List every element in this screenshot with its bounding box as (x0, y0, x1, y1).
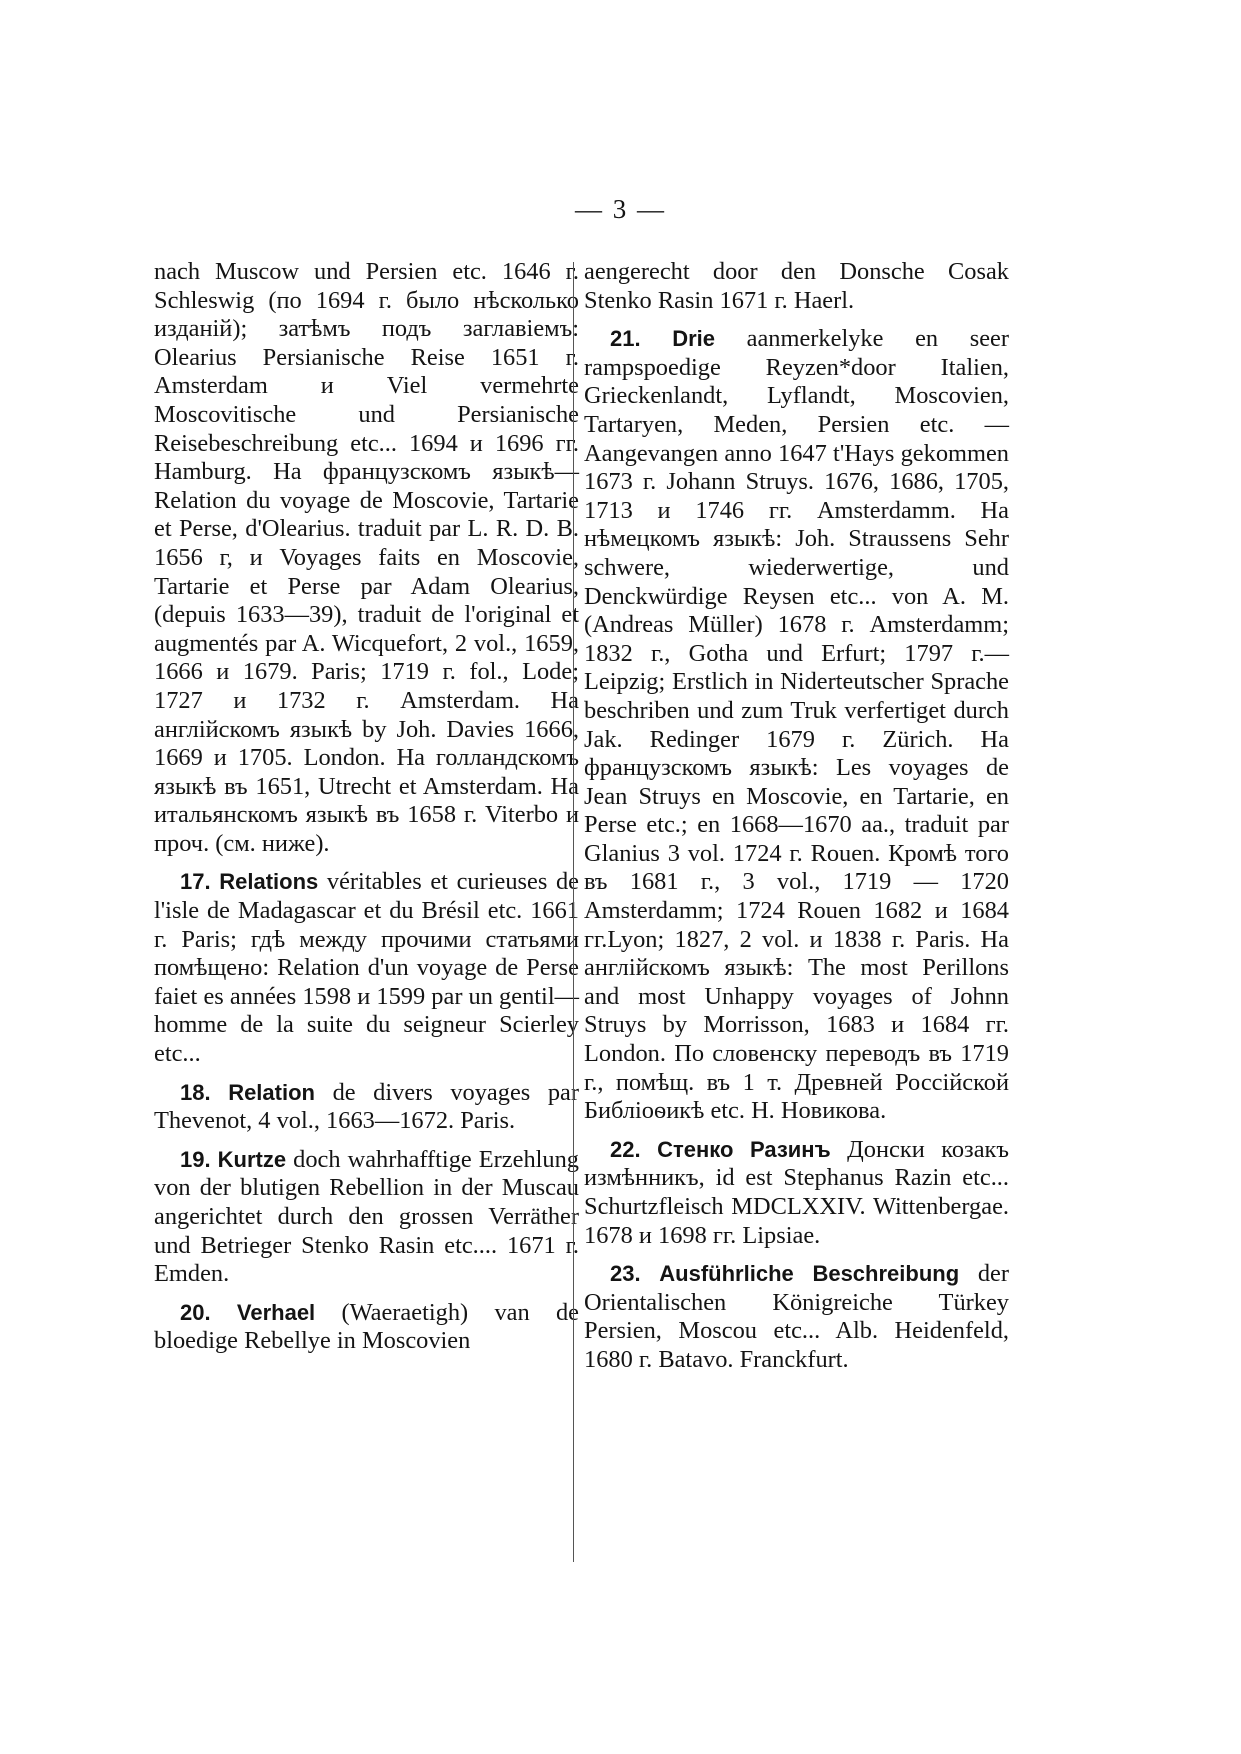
bibliography-entry (154, 868, 579, 1068)
entry-keyword: Стенко Разинъ (657, 1136, 831, 1162)
entry-text: aengerecht door den Donsche Cosak Stenko Rasin 1671 г. Haerl. (584, 258, 1009, 314)
entry-text: der Orientalischen Königreiche Türkey Persien, Moscou etc... Alb. Heidenfeld, 1680 г. Batavo. Franckfurt. (584, 1260, 1009, 1373)
entry-number: 19. (180, 1146, 211, 1172)
page-number: — 3 — (575, 194, 666, 224)
bibliography-entry (584, 258, 1009, 315)
entry-text: nach Muscow und Persien etc. 1646 г. Schleswig (по 1694 г. было нѣсколько изданій); затѣмъ подъ заглавіемъ: Olearius Persianische Reise 1651 г. Amsterdam и Viel vermehrte Moscovitische und Persianische Reisebeschreibung etc... 1694 и 1696 гг. Hamburg. На французскомъ языкѣ— Relation du voyage de Moscovie, Tartarie et Perse, d'Olearius. traduit par L. R. D. B. 1656 г, и Voyages faits en Moscovie, Tartarie et Perse par Adam Olearius, (depuis 1633—39), traduit de l'original et augmentés par A. Wicquefort, 2 vol., 1659, 1666 и 1679. Paris; 1719 г. fol., Lode; 1727 и 1732 г. Amsterdam. На англійскомъ языкѣ by Joh. Davies 1666, 1669 и 1705. London. На голландскомъ языкѣ въ 1651, Utrecht et Amsterdam. На итальянскомъ языкѣ въ 1658 г. Viterbo и проч. (см. ниже). (154, 258, 579, 857)
entry-number: 23. (610, 1261, 641, 1287)
entry-number: 18. (180, 1079, 211, 1105)
entry-keyword: Verhael (236, 1299, 316, 1325)
entry-number: 21. (610, 326, 641, 352)
left-column (154, 258, 579, 1366)
bibliography-entry (584, 325, 1009, 1126)
entry-text: aanmerkelyke en seer rampspoedige Reyzen*door Italien, Grieckenlandt, Lyflandt, Moscovien, Tartaryen, Meden, Persien etc. — Aangevangen anno 1647 t'Hays gekommen 1673 г. Johann Struys. 1676, 1686, 1705, 1713 и 1746 гг. Amsterdamm. На нѣмецкомъ языкѣ: Joh. Straussens Sehr schwere, wiederwertige, und Denckwürdige Reysen etc... von A. M. (Andreas Müller) 1678 г. Amsterdamm; 1832 г., Gotha und Erfurt; 1797 г.—Leipzig; Erstlich in Niderteutscher Sprache beschriben und zum Truk verfertiget durch Jak. Redinger 1679 г. Zürich. На французскомъ языкѣ: Les voyages de Jean Struys en Moscovie, en Tartarie, en Perse etc.; en 1668—1670 aa., traduit par Glanius 3 vol. 1724 г. Rouen. Кромѣ того въ 1681 г., 3 vol., 1719 — 1720 Amsterdamm; 1724 Rouen 1682 и 1684 гг.Lyon; 1827, 2 vol. и 1838 г. Paris. На англійскомъ языкѣ: The most Perillons and most Unhappy voyages of Johnn Struys by Morrisson, 1683 и 1684 гг. London. По словенску переводъ въ 1719 г., помѣщ. въ 1 т. Древней Россійской Библіоѳикѣ etc. Н. Новикова. (584, 325, 1009, 1125)
entry-text: de divers voyages par Thevenot, 4 vol., 1663—1672. Paris. (154, 1078, 579, 1135)
entry-keyword: Ausführliche Beschreibung (659, 1261, 960, 1287)
bibliography-entry (584, 1136, 1009, 1250)
entry-text: Донски козакъ измѣнникъ, id est Stephanus Razin etc... Schurtzfleisch MDCLXXIV. Wittenbergae. 1678 и 1698 гг. Lipsiae. (584, 1135, 1009, 1249)
entry-text: (Waeraetigh) van de bloedige Rebellye in Moscovien (154, 1298, 579, 1355)
bibliography-entry (154, 1079, 579, 1136)
right-column (584, 258, 1009, 1385)
entry-text: doch wahrhafftige Erzehlung von der blutigen Rebellion in der Muscau angerichtet durch den grossen Verräther und Betrieger Stenko Rasin etc.... 1671 г. Emden. (154, 1145, 579, 1288)
entry-keyword: Relations (219, 869, 319, 895)
bibliography-entry (154, 258, 579, 858)
entry-number: 17. (180, 869, 211, 895)
entry-keyword: Relation (228, 1079, 315, 1105)
column-divider (573, 262, 574, 1562)
bibliography-entry (584, 1260, 1009, 1374)
entry-number: 20. (180, 1299, 211, 1325)
bibliography-entry (154, 1146, 579, 1289)
bibliography-entry (154, 1299, 579, 1356)
entry-number: 22. (610, 1136, 641, 1162)
entry-text: véritables et curieuses de l'isle de Madagascar et du Brésil etc. 1661 г. Paris; гдѣ между прочими статьями помѣщено: Relation d'un voyage de Perse faiet es années 1598 и 1599 par un gentil—homme de la suite du seigneur Scierley etc... (154, 868, 579, 1068)
entry-keyword: Drie (672, 326, 716, 352)
entry-keyword: Kurtze (217, 1146, 287, 1172)
